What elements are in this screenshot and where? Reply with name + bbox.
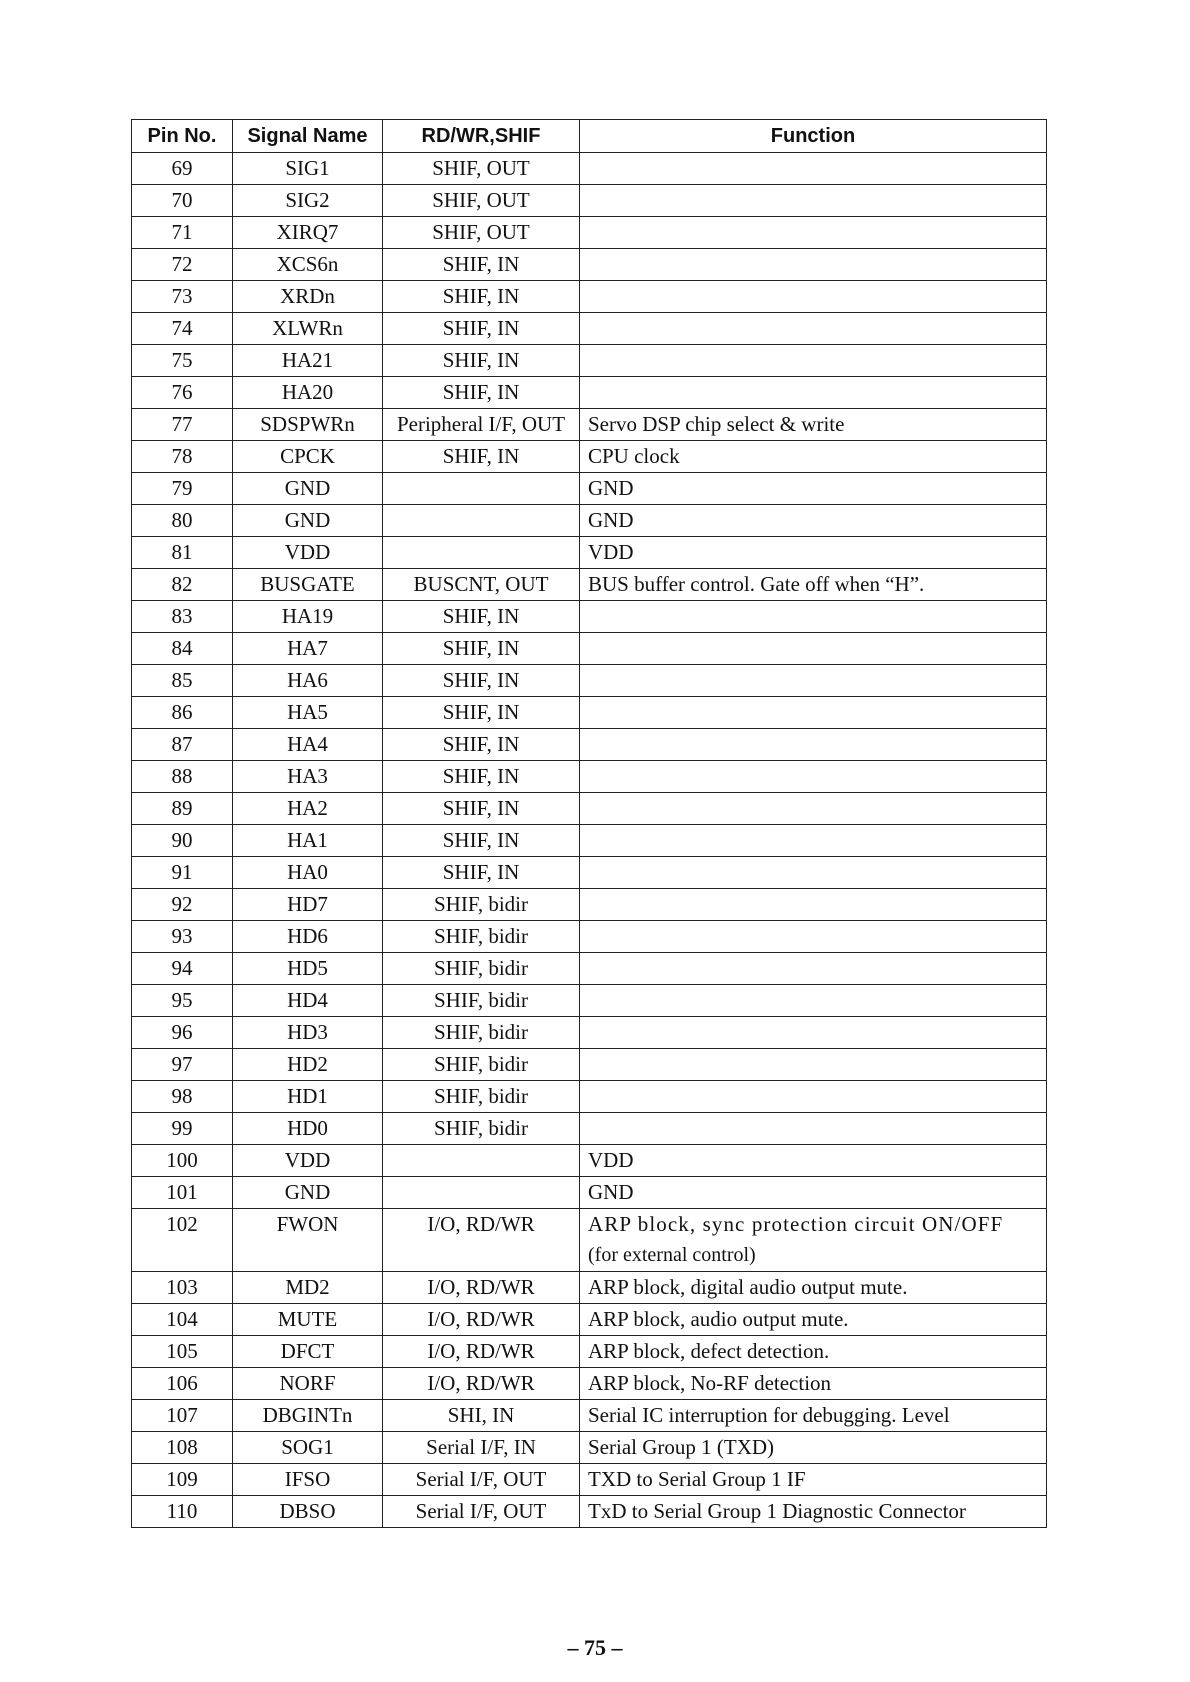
table-row (132, 153, 1047, 185)
rdwr-shif-cell: SHIF, bidir (383, 921, 580, 953)
rdwr-shif-cell: SHIF, bidir (383, 889, 580, 921)
table-row (132, 473, 1047, 505)
pin-number-cell: 109 (132, 1464, 233, 1496)
table-row (132, 953, 1047, 985)
pin-number-cell: 100 (132, 1145, 233, 1177)
function-cell (580, 217, 1047, 249)
signal-name-cell: HA2 (233, 793, 383, 825)
rdwr-shif-cell: SHIF, bidir (383, 1113, 580, 1145)
table-row (132, 505, 1047, 537)
rdwr-shif-cell: SHIF, bidir (383, 1017, 580, 1049)
function-cell (580, 345, 1047, 377)
pin-number-cell: 88 (132, 761, 233, 793)
signal-name-cell: SOG1 (233, 1432, 383, 1464)
signal-name-cell: SDSPWRn (233, 409, 383, 441)
function-cell: VDD (580, 537, 1047, 569)
pin-number-cell: 74 (132, 313, 233, 345)
table-row (132, 1496, 1047, 1528)
signal-name-cell: CPCK (233, 441, 383, 473)
rdwr-shif-cell: I/O, RD/WR (383, 1209, 580, 1272)
function-cell: VDD (580, 1145, 1047, 1177)
header-pin-no: Pin No. (132, 120, 233, 153)
pin-number-cell: 73 (132, 281, 233, 313)
rdwr-shif-cell (383, 1145, 580, 1177)
function-cell: ARP block, digital audio output mute. (580, 1272, 1047, 1304)
function-cell (580, 377, 1047, 409)
function-cell (580, 185, 1047, 217)
pin-number-cell: 107 (132, 1400, 233, 1432)
table-row (132, 1049, 1047, 1081)
function-cell (580, 825, 1047, 857)
signal-name-cell: HA5 (233, 697, 383, 729)
rdwr-shif-cell: Peripheral I/F, OUT (383, 409, 580, 441)
signal-name-cell: HD0 (233, 1113, 383, 1145)
rdwr-shif-cell: SHIF, IN (383, 345, 580, 377)
table-row (132, 1081, 1047, 1113)
table-row (132, 249, 1047, 281)
pin-number-cell: 110 (132, 1496, 233, 1528)
table-row (132, 601, 1047, 633)
table-row (132, 921, 1047, 953)
pin-number-cell: 96 (132, 1017, 233, 1049)
function-cell (580, 1081, 1047, 1113)
rdwr-shif-cell: SHIF, bidir (383, 1049, 580, 1081)
rdwr-shif-cell: SHIF, IN (383, 665, 580, 697)
pin-assignment-table (131, 119, 1047, 1528)
signal-name-cell: HA21 (233, 345, 383, 377)
table-row (132, 1017, 1047, 1049)
pin-number-cell: 82 (132, 569, 233, 601)
pin-number-cell: 77 (132, 409, 233, 441)
table-row (132, 985, 1047, 1017)
pin-number-cell: 105 (132, 1336, 233, 1368)
signal-name-cell: HA19 (233, 601, 383, 633)
table-row (132, 1304, 1047, 1336)
function-cell (580, 889, 1047, 921)
rdwr-shif-cell (383, 537, 580, 569)
rdwr-shif-cell: SHIF, IN (383, 793, 580, 825)
pin-number-cell: 70 (132, 185, 233, 217)
function-cell (580, 697, 1047, 729)
signal-name-cell: HD7 (233, 889, 383, 921)
pin-number-cell: 69 (132, 153, 233, 185)
table-row (132, 1368, 1047, 1400)
table-row (132, 217, 1047, 249)
pin-number-cell: 72 (132, 249, 233, 281)
function-cell: GND (580, 505, 1047, 537)
table-row (132, 185, 1047, 217)
function-cell (580, 1113, 1047, 1145)
table-row (132, 1209, 1047, 1272)
rdwr-shif-cell: SHIF, IN (383, 761, 580, 793)
rdwr-shif-cell (383, 505, 580, 537)
function-cell (580, 249, 1047, 281)
rdwr-shif-cell: SHIF, IN (383, 441, 580, 473)
signal-name-cell: DFCT (233, 1336, 383, 1368)
signal-name-cell: XCS6n (233, 249, 383, 281)
page-number: – 75 – (567, 1635, 623, 1660)
signal-name-cell: HD5 (233, 953, 383, 985)
table-row (132, 1400, 1047, 1432)
signal-name-cell: HD6 (233, 921, 383, 953)
table-row (132, 825, 1047, 857)
rdwr-shif-cell: I/O, RD/WR (383, 1336, 580, 1368)
pin-number-cell: 87 (132, 729, 233, 761)
table-row (132, 1272, 1047, 1304)
function-cell (580, 1017, 1047, 1049)
function-cell (580, 1049, 1047, 1081)
rdwr-shif-cell: SHIF, IN (383, 313, 580, 345)
table-row (132, 313, 1047, 345)
rdwr-shif-cell: SHIF, bidir (383, 1081, 580, 1113)
signal-name-cell: HA1 (233, 825, 383, 857)
rdwr-shif-cell: SHIF, IN (383, 633, 580, 665)
rdwr-shif-cell: SHIF, bidir (383, 985, 580, 1017)
pin-number-cell: 86 (132, 697, 233, 729)
rdwr-shif-cell: I/O, RD/WR (383, 1272, 580, 1304)
rdwr-shif-cell: Serial I/F, OUT (383, 1464, 580, 1496)
rdwr-shif-cell: SHIF, OUT (383, 153, 580, 185)
signal-name-cell: DBGINTn (233, 1400, 383, 1432)
pin-number-cell: 106 (132, 1368, 233, 1400)
table-body (132, 153, 1047, 1528)
table-row (132, 1336, 1047, 1368)
pin-number-cell: 83 (132, 601, 233, 633)
rdwr-shif-cell: SHIF, IN (383, 825, 580, 857)
pin-number-cell: 79 (132, 473, 233, 505)
signal-name-cell: HA7 (233, 633, 383, 665)
table-row (132, 1145, 1047, 1177)
function-cell (580, 313, 1047, 345)
rdwr-shif-cell: SHI, IN (383, 1400, 580, 1432)
rdwr-shif-cell: SHIF, IN (383, 601, 580, 633)
signal-name-cell: VDD (233, 537, 383, 569)
function-cell (580, 633, 1047, 665)
header-signal-name: Signal Name (233, 120, 383, 153)
header-function: Function (580, 120, 1047, 153)
table-row (132, 1113, 1047, 1145)
pin-number-cell: 84 (132, 633, 233, 665)
signal-name-cell: XRDn (233, 281, 383, 313)
table-row (132, 889, 1047, 921)
function-cell (580, 921, 1047, 953)
function-cell (580, 665, 1047, 697)
function-cell: TxD to Serial Group 1 Diagnostic Connector (580, 1496, 1047, 1528)
rdwr-shif-cell: SHIF, bidir (383, 953, 580, 985)
function-cell: GND (580, 473, 1047, 505)
pin-number-cell: 81 (132, 537, 233, 569)
rdwr-shif-cell: BUSCNT, OUT (383, 569, 580, 601)
function-cell: ARP block, audio output mute. (580, 1304, 1047, 1336)
pin-number-cell: 97 (132, 1049, 233, 1081)
function-cell (580, 857, 1047, 889)
table-row (132, 345, 1047, 377)
table-row (132, 697, 1047, 729)
signal-name-cell: XLWRn (233, 313, 383, 345)
signal-name-cell: HA4 (233, 729, 383, 761)
pin-number-cell: 95 (132, 985, 233, 1017)
signal-name-cell: HD1 (233, 1081, 383, 1113)
function-cell (580, 281, 1047, 313)
rdwr-shif-cell: SHIF, IN (383, 729, 580, 761)
signal-name-cell: HD2 (233, 1049, 383, 1081)
function-cell (580, 729, 1047, 761)
table-row (132, 409, 1047, 441)
pin-number-cell: 98 (132, 1081, 233, 1113)
table-row (132, 1432, 1047, 1464)
pin-number-cell: 92 (132, 889, 233, 921)
rdwr-shif-cell: SHIF, OUT (383, 185, 580, 217)
rdwr-shif-cell: I/O, RD/WR (383, 1368, 580, 1400)
pin-number-cell: 91 (132, 857, 233, 889)
signal-name-cell: HD4 (233, 985, 383, 1017)
function-line: ARP block, sync protection circuit ON/OFF (588, 1212, 1004, 1236)
table-row (132, 857, 1047, 889)
table-row (132, 1177, 1047, 1209)
function-cell: CPU clock (580, 441, 1047, 473)
pin-number-cell: 76 (132, 377, 233, 409)
rdwr-shif-cell: SHIF, IN (383, 857, 580, 889)
signal-name-cell: HA0 (233, 857, 383, 889)
signal-name-cell: FWON (233, 1209, 383, 1272)
pin-number-cell: 101 (132, 1177, 233, 1209)
pin-number-cell: 78 (132, 441, 233, 473)
pin-number-cell: 75 (132, 345, 233, 377)
rdwr-shif-cell (383, 1177, 580, 1209)
pin-number-cell: 103 (132, 1272, 233, 1304)
pin-number-cell: 89 (132, 793, 233, 825)
pin-number-cell: 108 (132, 1432, 233, 1464)
signal-name-cell: GND (233, 473, 383, 505)
table-row (132, 377, 1047, 409)
pin-number-cell: 80 (132, 505, 233, 537)
signal-name-cell: HA6 (233, 665, 383, 697)
signal-name-cell: GND (233, 505, 383, 537)
rdwr-shif-cell: SHIF, IN (383, 377, 580, 409)
pin-number-cell: 104 (132, 1304, 233, 1336)
function-cell (580, 985, 1047, 1017)
function-cell (580, 153, 1047, 185)
table-row (132, 729, 1047, 761)
signal-name-cell: MUTE (233, 1304, 383, 1336)
table-row (132, 537, 1047, 569)
table-row (132, 793, 1047, 825)
signal-name-cell: XIRQ7 (233, 217, 383, 249)
rdwr-shif-cell: Serial I/F, OUT (383, 1496, 580, 1528)
table-header-row (132, 120, 1047, 153)
pin-number-cell: 93 (132, 921, 233, 953)
pin-number-cell: 71 (132, 217, 233, 249)
rdwr-shif-cell: SHIF, IN (383, 249, 580, 281)
function-cell (580, 793, 1047, 825)
signal-name-cell: NORF (233, 1368, 383, 1400)
signal-name-cell: HD3 (233, 1017, 383, 1049)
function-cell (580, 953, 1047, 985)
table-row (132, 281, 1047, 313)
rdwr-shif-cell: I/O, RD/WR (383, 1304, 580, 1336)
rdwr-shif-cell: SHIF, OUT (383, 217, 580, 249)
function-cell (580, 1209, 1047, 1272)
function-cell: Serial IC interruption for debugging. Level (580, 1400, 1047, 1432)
pin-number-cell: 99 (132, 1113, 233, 1145)
signal-name-cell: HA3 (233, 761, 383, 793)
pin-number-cell: 85 (132, 665, 233, 697)
table-row (132, 633, 1047, 665)
signal-name-cell: DBSO (233, 1496, 383, 1528)
signal-name-cell: SIG1 (233, 153, 383, 185)
signal-name-cell: GND (233, 1177, 383, 1209)
function-cell: TXD to Serial Group 1 IF (580, 1464, 1047, 1496)
function-line: (for external control) (588, 1244, 756, 1266)
table-row (132, 1464, 1047, 1496)
function-cell: ARP block, No-RF detection (580, 1368, 1047, 1400)
function-cell (580, 761, 1047, 793)
signal-name-cell: MD2 (233, 1272, 383, 1304)
function-cell (580, 601, 1047, 633)
signal-name-cell: VDD (233, 1145, 383, 1177)
rdwr-shif-cell: SHIF, IN (383, 697, 580, 729)
header-rdwr-shif: RD/WR,SHIF (383, 120, 580, 153)
signal-name-cell: SIG2 (233, 185, 383, 217)
rdwr-shif-cell: SHIF, IN (383, 281, 580, 313)
pin-number-cell: 90 (132, 825, 233, 857)
table-row (132, 569, 1047, 601)
function-cell: BUS buffer control. Gate off when “H”. (580, 569, 1047, 601)
signal-name-cell: HA20 (233, 377, 383, 409)
function-cell: ARP block, defect detection. (580, 1336, 1047, 1368)
table-row (132, 441, 1047, 473)
table-row (132, 665, 1047, 697)
function-cell: GND (580, 1177, 1047, 1209)
signal-name-cell: BUSGATE (233, 569, 383, 601)
pin-number-cell: 94 (132, 953, 233, 985)
signal-name-cell: IFSO (233, 1464, 383, 1496)
table-row (132, 761, 1047, 793)
function-cell: Serial Group 1 (TXD) (580, 1432, 1047, 1464)
rdwr-shif-cell (383, 473, 580, 505)
function-cell: Servo DSP chip select & write (580, 409, 1047, 441)
pin-number-cell: 102 (132, 1209, 233, 1272)
rdwr-shif-cell: Serial I/F, IN (383, 1432, 580, 1464)
